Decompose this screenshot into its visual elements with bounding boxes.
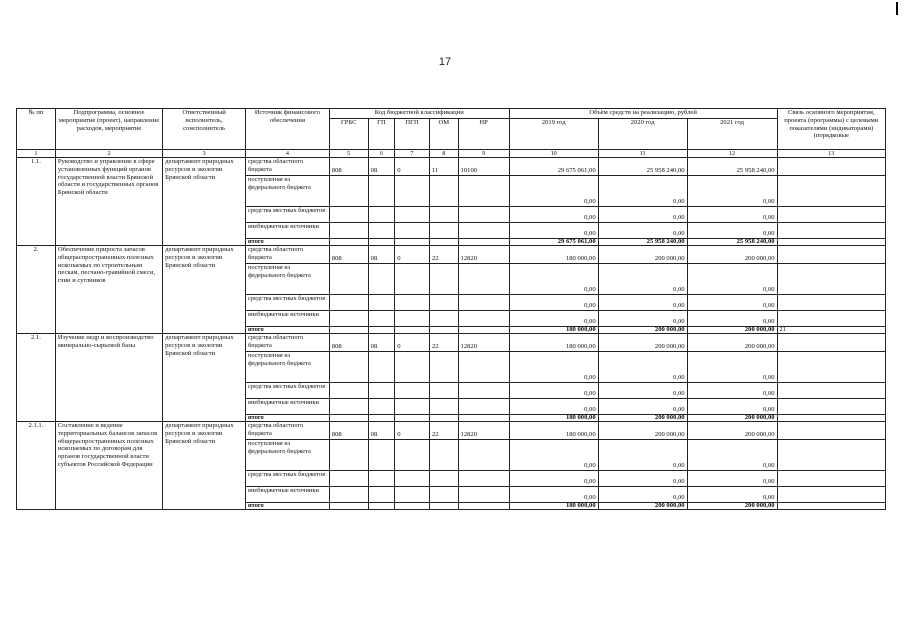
amount-2020: 0,00 — [598, 471, 687, 487]
indicator-link-empty — [777, 176, 885, 207]
header-link: Связь основного мероприятия, проекта (программы) с целевыми показателями (индикаторами) (порядковые — [777, 109, 885, 150]
code-nr: 12820 — [458, 246, 509, 264]
entry-number: 1.1. — [17, 158, 56, 246]
amount-2020: 0,00 — [598, 311, 687, 327]
code-empty — [329, 295, 368, 311]
code-empty — [429, 415, 458, 422]
code-empty — [429, 487, 458, 503]
code-om: 22 — [429, 422, 458, 440]
indicator-link-empty — [777, 487, 885, 503]
amount-2019: 0,00 — [509, 295, 598, 311]
code-pgp: 0 — [395, 158, 430, 176]
source-regional-row — [17, 246, 886, 264]
amount-2021: 200 000,00 — [687, 415, 777, 422]
amount-2019: 0,00 — [509, 223, 598, 239]
source-label: средства областного бюджета — [245, 158, 329, 176]
indicator-link: 21 — [777, 327, 885, 334]
colnum: 2 — [55, 150, 162, 158]
amount-2021: 0,00 — [687, 176, 777, 207]
amount-2020: 200 000,00 — [598, 422, 687, 440]
entry-name: Составление и ведение территориальных балансов запасов общераспространенных полезных ископаемых по договорам для органов государственной власти субъектов Российской Федерации — [55, 422, 162, 510]
amount-2021: 0,00 — [687, 487, 777, 503]
code-empty — [395, 383, 430, 399]
amount-2020: 200 000,00 — [598, 415, 687, 422]
code-empty — [429, 311, 458, 327]
code-empty — [395, 440, 430, 471]
colnum: 5 — [329, 150, 368, 158]
code-empty — [429, 264, 458, 295]
code-empty — [368, 440, 395, 471]
header-source: Источник финансового обеспечения — [245, 109, 329, 150]
entry-name: Изучение недр и воспроизводство минерально-сырьевой базы — [55, 334, 162, 422]
entry-executor: департамент природных ресурсов и экологии Брянской области — [163, 334, 246, 422]
code-grbs: 808 — [329, 246, 368, 264]
source-label: поступления из федерального бюджета — [245, 352, 329, 383]
colnum: 9 — [458, 150, 509, 158]
amount-2020: 200 000,00 — [598, 334, 687, 352]
code-empty — [329, 399, 368, 415]
code-nr: 10100 — [458, 158, 509, 176]
source-label: средства местных бюджетов — [245, 471, 329, 487]
code-empty — [395, 295, 430, 311]
code-empty — [395, 311, 430, 327]
amount-2020: 0,00 — [598, 487, 687, 503]
entry-executor: департамент природных ресурсов и экологии Брянской области — [163, 158, 246, 246]
code-empty — [329, 311, 368, 327]
source-label: итого — [245, 239, 329, 246]
code-empty — [329, 327, 368, 334]
code-empty — [329, 383, 368, 399]
code-empty — [395, 176, 430, 207]
amount-2019: 180 000,00 — [509, 415, 598, 422]
code-empty — [458, 487, 509, 503]
code-empty — [329, 264, 368, 295]
code-grbs: 808 — [329, 422, 368, 440]
code-empty — [458, 223, 509, 239]
colnum: 1 — [17, 150, 56, 158]
amount-2019: 180 000,00 — [509, 503, 598, 510]
source-label: внебюджетные источники — [245, 399, 329, 415]
indicator-link-empty — [777, 158, 885, 176]
code-gp: 08 — [368, 246, 395, 264]
code-empty — [329, 207, 368, 223]
indicator-link-empty — [777, 471, 885, 487]
code-empty — [429, 327, 458, 334]
amount-2020: 0,00 — [598, 176, 687, 207]
indicator-link — [777, 415, 885, 422]
code-empty — [395, 487, 430, 503]
amount-2020: 0,00 — [598, 399, 687, 415]
code-empty — [429, 352, 458, 383]
colnum: 11 — [598, 150, 687, 158]
code-empty — [458, 327, 509, 334]
code-empty — [429, 503, 458, 510]
source-label: средства областного бюджета — [245, 246, 329, 264]
indicator-link-empty — [777, 207, 885, 223]
code-om: 22 — [429, 246, 458, 264]
code-grbs: 808 — [329, 334, 368, 352]
source-regional-row — [17, 158, 886, 176]
indicator-link-empty — [777, 223, 885, 239]
code-empty — [368, 207, 395, 223]
code-empty — [329, 415, 368, 422]
indicator-link-empty — [777, 352, 885, 383]
amount-2020: 0,00 — [598, 440, 687, 471]
code-empty — [429, 239, 458, 246]
code-empty — [368, 383, 395, 399]
code-empty — [368, 352, 395, 383]
code-empty — [395, 264, 430, 295]
code-empty — [368, 487, 395, 503]
code-pgp: 0 — [395, 334, 430, 352]
indicator-link — [777, 503, 885, 510]
amount-2020: 25 958 240,00 — [598, 239, 687, 246]
amount-2019: 29 675 061,00 — [509, 239, 598, 246]
amount-2019: 0,00 — [509, 176, 598, 207]
source-label: поступления из федерального бюджета — [245, 264, 329, 295]
code-empty — [368, 471, 395, 487]
code-empty — [368, 223, 395, 239]
code-gp: 08 — [368, 334, 395, 352]
colnum: 6 — [368, 150, 395, 158]
header-name: Подпрограмма, основное мероприятие (проект), направление расходов, мероприятие — [55, 109, 162, 150]
code-empty — [458, 503, 509, 510]
header-volume: Объём средств на реализацию, рублей — [509, 109, 777, 119]
amount-2020: 0,00 — [598, 264, 687, 295]
entry-number: 2.1.1. — [17, 422, 56, 510]
source-label: поступления из федерального бюджета — [245, 440, 329, 471]
code-grbs: 808 — [329, 158, 368, 176]
code-empty — [329, 503, 368, 510]
source-label: средства областного бюджета — [245, 422, 329, 440]
budget-table — [16, 108, 886, 510]
code-empty — [429, 207, 458, 223]
amount-2019: 0,00 — [509, 471, 598, 487]
code-empty — [368, 327, 395, 334]
amount-2019: 180 000,00 — [509, 246, 598, 264]
colnum: 7 — [395, 150, 430, 158]
code-empty — [429, 471, 458, 487]
colnum: 12 — [687, 150, 777, 158]
amount-2021: 200 000,00 — [687, 334, 777, 352]
amount-2020: 0,00 — [598, 383, 687, 399]
entry-number: 2.1. — [17, 334, 56, 422]
amount-2020: 0,00 — [598, 295, 687, 311]
code-empty — [368, 311, 395, 327]
colnum: 3 — [163, 150, 246, 158]
entry-executor: департамент природных ресурсов и экологии Брянской области — [163, 246, 246, 334]
source-label: средства местных бюджетов — [245, 383, 329, 399]
amount-2021: 0,00 — [687, 352, 777, 383]
indicator-link-empty — [777, 295, 885, 311]
indicator-link-empty — [777, 399, 885, 415]
code-empty — [329, 223, 368, 239]
entry-name: Обеспечение прироста запасов общераспространенных полезных ископаемых по строительным пескам, песчано-гравийной смеси, глин и суглинков — [55, 246, 162, 334]
indicator-link-empty — [777, 264, 885, 295]
code-empty — [368, 176, 395, 207]
code-empty — [458, 207, 509, 223]
amount-2020: 0,00 — [598, 207, 687, 223]
amount-2020: 200 000,00 — [598, 503, 687, 510]
code-empty — [395, 327, 430, 334]
code-empty — [368, 503, 395, 510]
header-executor: Ответственный исполнитель, соисполнитель — [163, 109, 246, 150]
code-empty — [395, 415, 430, 422]
code-nr: 12820 — [458, 422, 509, 440]
code-empty — [368, 415, 395, 422]
amount-2021: 200 000,00 — [687, 422, 777, 440]
amount-2019: 29 675 061,00 — [509, 158, 598, 176]
entry-executor: департамент природных ресурсов и экологии Брянской области — [163, 422, 246, 510]
amount-2019: 0,00 — [509, 352, 598, 383]
amount-2021: 200 000,00 — [687, 246, 777, 264]
header-num: № пп — [17, 109, 56, 150]
source-label: итого — [245, 415, 329, 422]
code-nr: 12820 — [458, 334, 509, 352]
code-empty — [458, 440, 509, 471]
code-empty — [329, 487, 368, 503]
code-gp: 08 — [368, 158, 395, 176]
source-label: внебюджетные источники — [245, 311, 329, 327]
page-number: 17 — [438, 56, 452, 68]
code-empty — [458, 399, 509, 415]
code-empty — [329, 440, 368, 471]
code-pgp: 0 — [395, 246, 430, 264]
indicator-link-empty — [777, 440, 885, 471]
code-empty — [429, 440, 458, 471]
header-grbs: ГРБС — [329, 119, 368, 150]
amount-2019: 180 000,00 — [509, 422, 598, 440]
code-empty — [395, 399, 430, 415]
amount-2021: 200 000,00 — [687, 327, 777, 334]
amount-2019: 180 000,00 — [509, 327, 598, 334]
code-empty — [429, 295, 458, 311]
indicator-link-empty — [777, 334, 885, 352]
code-empty — [368, 264, 395, 295]
source-label: средства местных бюджетов — [245, 207, 329, 223]
source-regional-row — [17, 422, 886, 440]
amount-2019: 0,00 — [509, 207, 598, 223]
code-empty — [395, 207, 430, 223]
code-empty — [458, 264, 509, 295]
amount-2019: 0,00 — [509, 440, 598, 471]
code-om: 22 — [429, 334, 458, 352]
header-year-2021: 2021 год — [687, 119, 777, 150]
header-nr: НР — [458, 119, 509, 150]
amount-2021: 0,00 — [687, 471, 777, 487]
header-om: ОМ — [429, 119, 458, 150]
code-empty — [368, 399, 395, 415]
amount-2021: 0,00 — [687, 383, 777, 399]
code-empty — [429, 223, 458, 239]
code-empty — [458, 176, 509, 207]
code-empty — [368, 239, 395, 246]
header-row-top — [17, 109, 886, 119]
colnum: 8 — [429, 150, 458, 158]
indicator-link — [777, 239, 885, 246]
colnum: 4 — [245, 150, 329, 158]
source-label: средства местных бюджетов — [245, 295, 329, 311]
source-label: внебюджетные источники — [245, 223, 329, 239]
code-empty — [458, 352, 509, 383]
code-empty — [395, 352, 430, 383]
header-gp: ГП — [368, 119, 395, 150]
code-empty — [458, 471, 509, 487]
amount-2021: 200 000,00 — [687, 503, 777, 510]
header-pgp: ПГП — [395, 119, 430, 150]
amount-2019: 0,00 — [509, 383, 598, 399]
amount-2019: 0,00 — [509, 311, 598, 327]
indicator-link-empty — [777, 383, 885, 399]
amount-2021: 0,00 — [687, 399, 777, 415]
code-empty — [368, 295, 395, 311]
amount-2019: 0,00 — [509, 264, 598, 295]
source-label: итого — [245, 327, 329, 334]
amount-2019: 180 000,00 — [509, 334, 598, 352]
colnum: 13 — [777, 150, 885, 158]
code-empty — [458, 239, 509, 246]
code-pgp: 0 — [395, 422, 430, 440]
indicator-link-empty — [777, 422, 885, 440]
code-empty — [329, 176, 368, 207]
code-empty — [329, 471, 368, 487]
header-year-2020: 2020 год — [598, 119, 687, 150]
code-empty — [329, 352, 368, 383]
code-empty — [395, 471, 430, 487]
entry-number: 2. — [17, 246, 56, 334]
code-empty — [429, 399, 458, 415]
amount-2021: 0,00 — [687, 223, 777, 239]
amount-2020: 0,00 — [598, 352, 687, 383]
code-empty — [395, 223, 430, 239]
amount-2020: 200 000,00 — [598, 327, 687, 334]
column-numbers-row — [17, 150, 886, 158]
code-empty — [395, 239, 430, 246]
source-regional-row — [17, 334, 886, 352]
amount-2019: 0,00 — [509, 399, 598, 415]
entry-name: Руководство и управление в сфере установленных функций органов государственной власти Брянской области и государственных органов Брянской области — [55, 158, 162, 246]
colnum: 10 — [509, 150, 598, 158]
amount-2021: 0,00 — [687, 440, 777, 471]
amount-2020: 0,00 — [598, 223, 687, 239]
code-empty — [395, 503, 430, 510]
amount-2021: 25 958 240,00 — [687, 158, 777, 176]
amount-2020: 200 000,00 — [598, 246, 687, 264]
amount-2021: 0,00 — [687, 295, 777, 311]
code-empty — [429, 383, 458, 399]
amount-2021: 25 958 240,00 — [687, 239, 777, 246]
scan-edge-mark — [896, 2, 898, 15]
code-empty — [458, 295, 509, 311]
source-label: внебюджетные источники — [245, 487, 329, 503]
header-year-2019: 2019 год — [509, 119, 598, 150]
amount-2019: 0,00 — [509, 487, 598, 503]
source-label: поступления из федерального бюджета — [245, 176, 329, 207]
amount-2020: 25 958 240,00 — [598, 158, 687, 176]
amount-2021: 0,00 — [687, 207, 777, 223]
indicator-link-empty — [777, 246, 885, 264]
code-empty — [458, 383, 509, 399]
source-label: итого — [245, 503, 329, 510]
amount-2021: 0,00 — [687, 311, 777, 327]
code-empty — [458, 311, 509, 327]
amount-2021: 0,00 — [687, 264, 777, 295]
header-kbk: Код бюджетной классификации — [329, 109, 509, 119]
indicator-link-empty — [777, 311, 885, 327]
code-empty — [458, 415, 509, 422]
code-gp: 08 — [368, 422, 395, 440]
source-label: средства областного бюджета — [245, 334, 329, 352]
code-om: 11 — [429, 158, 458, 176]
code-empty — [329, 239, 368, 246]
code-empty — [429, 176, 458, 207]
